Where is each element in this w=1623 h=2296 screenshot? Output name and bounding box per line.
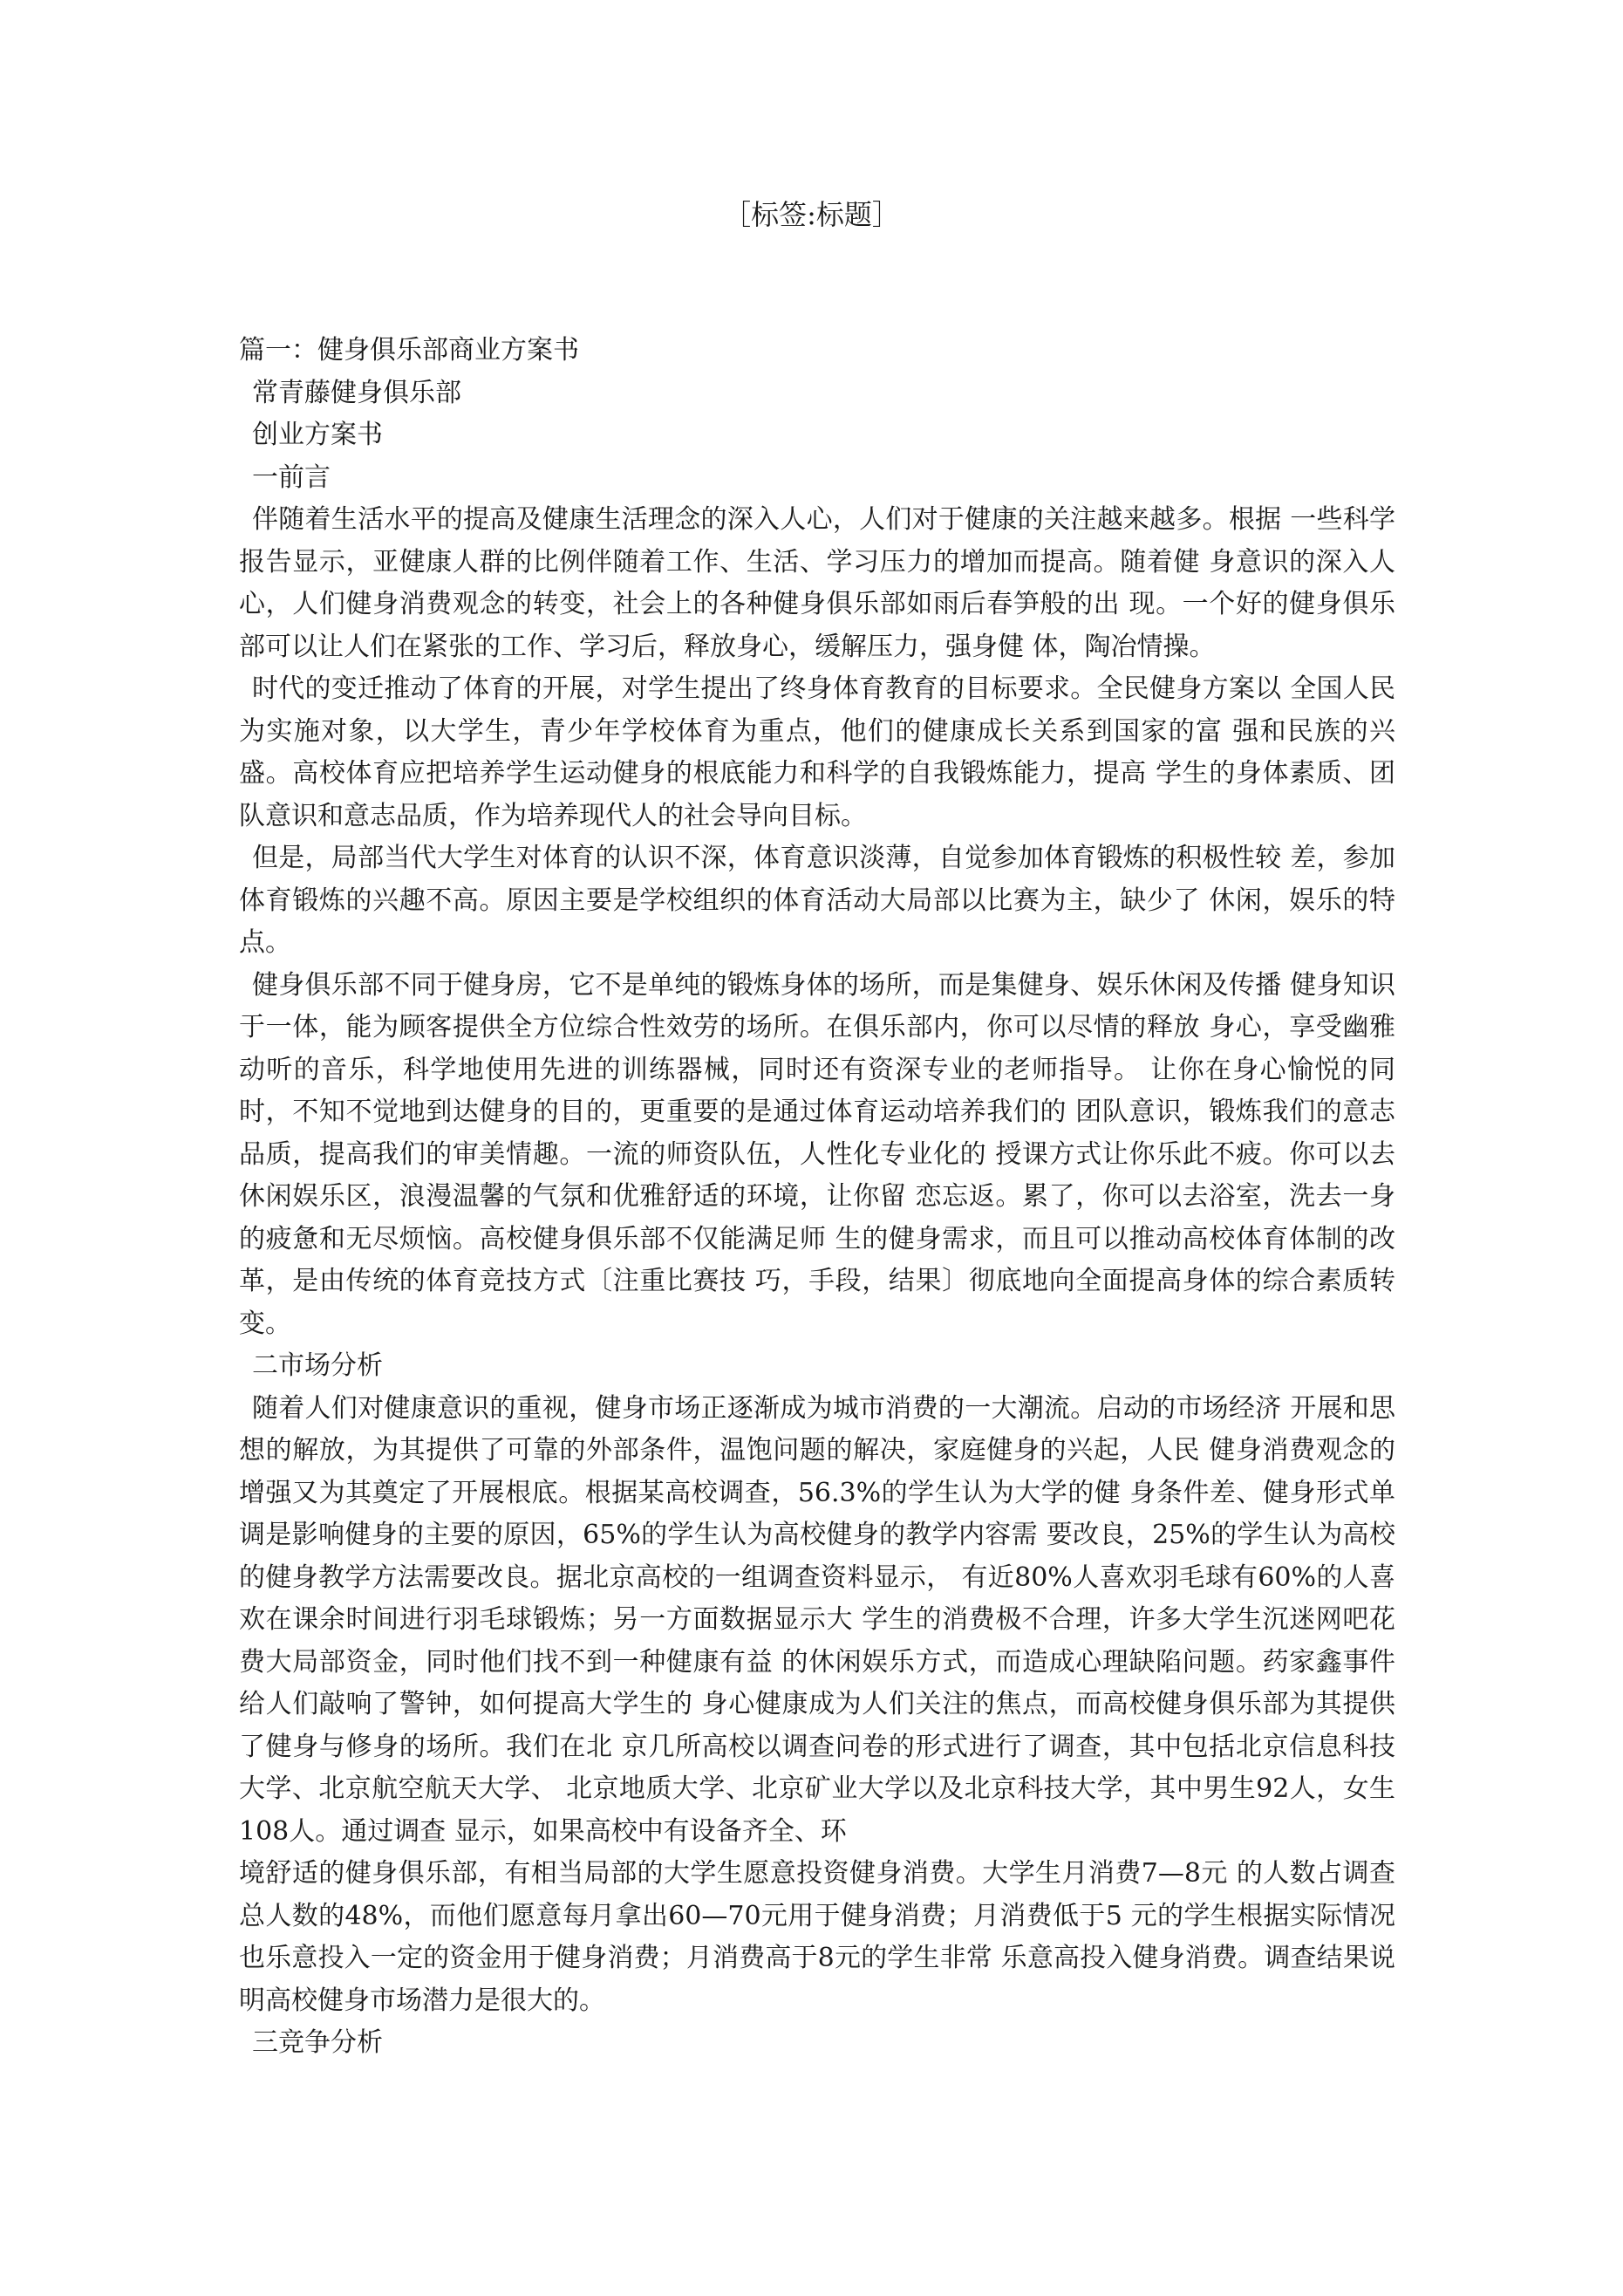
section-heading-market: 二市场分析 bbox=[252, 1350, 383, 1381]
plan-name: 创业方案书 bbox=[252, 420, 383, 450]
paragraph-market-1: 随着人们对健康意识的重视，健身市场正逐渐成为城市消费的一大潮流。启动的市场经济 开展和思想的解放，为其提供了可靠的外部条件，温饱问题的解决，家庭健身的兴起，人民 健身消费观念的增强又为其奠定了开展根底。根据某高校调查，56.3%的学生认为大学的健 身条件差、健身形式单调是影响健身的主要的原因，65%的学生认为高校健身的教学内容需 要改良，25%的学生认为高校的健身教学方法需要改良。据北京高校的一组调查资料显示， 有近80%人喜欢羽毛球有60%的人喜欢在课余时间进行羽毛球锻炼；另一方面数据显示大 学生的消费极不合理，许多大学生沉迷网吧花费大局部资金，同时他们找不到一种健康有益 的休闲娱乐方式，而造成心理缺陷问题。药家鑫事件给人们敲响了警钟，如何提高大学生的 身心健康成为人们关注的焦点，而高校健身俱乐部为其提供了健身与修身的场所。我们在北 京几所高校以调查问卷的形式进行了调查，其中包括北京信息科技大学、北京航空航天大学、 北京地质大学、北京矿业大学以及北京科技大学，其中男生92人，女生108人。通过调查 显示，如果高校中有设备齐全、环 bbox=[239, 1392, 1395, 1847]
section-heading-preface: 一前言 bbox=[252, 461, 331, 493]
club-name: 常青藤健身俱乐部 bbox=[252, 377, 461, 408]
paragraph-preface-4: 健身俱乐部不同于健身房，它不是单纯的锻炼身体的场所，而是集健身、娱乐休闲及传播 健身知识于一体，能为顾客提供全方位综合性效劳的场所。在俱乐部内，你可以尽情的释放 身心，享受幽雅动听的音乐，科学地使用先进的训练器械，同时还有资深专业的老师指导。 让你在身心愉悦的同时，不知不觉地到达健身的目的，更重要的是通过体育运动培养我们的 团队意识，锻炼我们的意志品质，提高我们的审美情趣。一流的师资队伍，人性化专业化的 授课方式让你乐此不疲。你可以去休闲娱乐区，浪漫温馨的气氛和优雅舒适的环境，让你留 恋忘返。累了，你可以去浴室，洗去一身的疲惫和无尽烦恼。高校健身俱乐部不仅能满足师 生的健身需求，而且可以推动高校体育体制的改革，是由传统的体育竞技方式〔注重比赛技 巧，手段，结果〕彻底地向全面提高身体的综合素质转变。 bbox=[239, 969, 1395, 1339]
document-title: ［标签:标题］ bbox=[723, 198, 900, 231]
document-body bbox=[239, 330, 1395, 2065]
paragraph-preface-2: 时代的变迁推动了体育的开展，对学生提出了终身体育教育的目标要求。全民健身方案以 全国人民为实施对象，以大学生，青少年学校体育为重点，他们的健康成长关系到国家的富 强和民族的兴盛。高校体育应把培养学生运动健身的根底能力和科学的自我锻炼能力，提高 学生的身体素质、团队意识和意志品质，作为培养现代人的社会导向目标。 bbox=[239, 673, 1395, 831]
paragraph-preface-1: 伴随着生活水平的提高及健康生活理念的深入人心，人们对于健康的关注越来越多。根据 一些科学报告显示，亚健康人群的比例伴随着工作、生活、学习压力的增加而提高。随着健 身意识的深入人心，人们健身消费观念的转变，社会上的各种健身俱乐部如雨后春笋般的出 现。一个好的健身俱乐部可以让人们在紧张的工作、学习后，释放身心，缓解压力，强身健 体，陶冶情操。 bbox=[239, 504, 1395, 662]
paragraph-market-2: 境舒适的健身俱乐部，有相当局部的大学生愿意投资健身消费。大学生月消费7—8元 的人数占调查总人数的48%，而他们愿意每月拿出60—70元用于健身消费；月消费低于5 元的学生根据实际情况也乐意投入一定的资金用于健身消费；月消费高于8元的学生非常 乐意高投入健身消费。调查结果说明高校健身市场潜力是很大的。 bbox=[239, 1858, 1395, 2016]
paragraph-preface-3: 但是，局部当代大学生对体育的认识不深，体育意识淡薄，自觉参加体育锻炼的积极性较 差，参加体育锻炼的兴趣不高。原因主要是学校组织的体育活动大局部以比赛为主，缺少了 休闲，娱乐的特点。 bbox=[239, 843, 1395, 958]
section-heading-competition: 三竞争分析 bbox=[252, 2027, 383, 2058]
chapter-heading: 篇一：健身俱乐部商业方案书 bbox=[239, 335, 579, 366]
